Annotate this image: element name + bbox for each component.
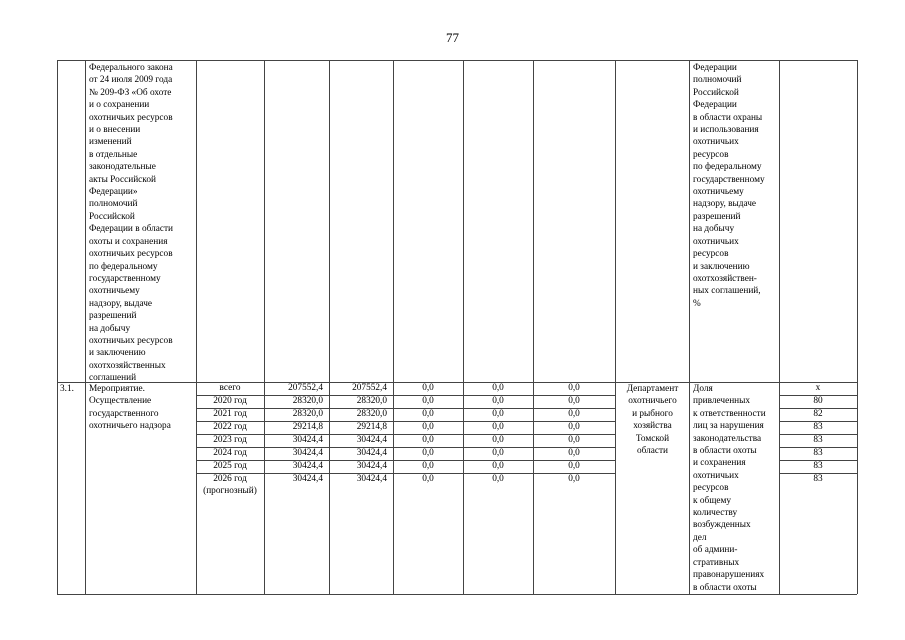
col-value: 0,0 [422,461,434,471]
col-line [393,60,394,594]
regional-value: 28320,0 [356,396,387,406]
year-label: 2020 год [213,396,247,406]
year-row [196,408,602,421]
year-row [196,447,602,460]
total-value: 28320,0 [292,409,323,419]
col-value: 0,0 [422,409,434,419]
indicator-name: Доля привлеченных к ответственности лиц за нарушения законодательства в области охоты и сохранения охотничьих ресурсов к общему количеству возбужденных дел об админи- стративных правонарушениях в области охоты [693,384,766,593]
col-value: 0,0 [492,461,504,471]
col-value: 0,0 [422,474,434,484]
total-value: 30424,4 [292,461,323,471]
col-line [615,60,616,594]
year-label: 2023 год [213,435,247,445]
col-line [57,60,58,594]
indicator-value: х [815,383,821,393]
col-value: 0,0 [422,422,434,432]
activity-name: Мероприятие. Осуществление государственного охотничьего надзора [89,384,171,432]
year-label: всего [219,383,241,393]
year-label: 2026 год (прогнозный) [203,474,257,497]
col-value: 0,0 [568,396,580,406]
budget-table [57,60,857,594]
year-row [196,382,602,395]
total-value: 207552,4 [288,383,323,393]
total-value: 30424,4 [292,474,323,484]
regional-value: 29214,8 [356,422,387,432]
total-value: 28320,0 [292,396,323,406]
indicator-value: 83 [813,435,823,445]
col-value: 0,0 [422,435,434,445]
col-value: 0,0 [568,448,580,458]
regional-value: 30424,4 [356,474,387,484]
col-value: 0,0 [492,435,504,445]
year-row [196,395,602,408]
year-row [196,421,602,434]
col-line [689,60,690,594]
total-value: 30424,4 [292,435,323,445]
year-label: 2021 год [213,409,247,419]
top-row-name-text: Федерального закона от 24 июля 2009 года № 209-ФЗ «Об охоте и о сохранении охотничьих ресурсов и о внесении изменений в отдельные законодательные акты Российской Федерации» полномочий Российской Федерации в области охоты и сохранения охотничьих ресурсов по федеральному государственному охотничьему надзору, выдаче разрешений на добычу охотничьих ресурсов и заключению охотхозяйственных соглашений [89,63,174,384]
col-value: 0,0 [422,383,434,393]
col-value: 0,0 [568,383,580,393]
year-label: 2024 год [213,448,247,458]
col-value: 0,0 [568,409,580,419]
indicator-value: 83 [813,461,823,471]
executor-name: Департамент охотничьего и рыбного хозяйства Томской области [626,384,679,457]
total-value: 30424,4 [292,448,323,458]
top-row-indicator-text: Федерации полномочий Российской Федерации в области охраны и использования охотничьих ресурсов по федеральному государственному охотничьему надзору, выдаче разрешений на добычу охотничьих ресурсов и заключению охотхозяйствен- ных соглашений, % [693,63,765,309]
indicator-value: 83 [813,422,823,432]
col-line [85,60,86,594]
col-value: 0,0 [492,409,504,419]
col-line [779,60,780,594]
col-line [463,60,464,594]
regional-value: 30424,4 [356,435,387,445]
row-line [57,594,857,595]
year-row [196,460,602,473]
indicator-value: 83 [813,474,823,484]
regional-value: 30424,4 [356,461,387,471]
total-value: 29214,8 [292,422,323,432]
col-line [329,60,330,594]
col-value: 0,0 [492,396,504,406]
year-label: 2022 год [213,422,247,432]
col-value: 0,0 [422,448,434,458]
row-number: 3.1. [60,384,74,394]
col-line [533,60,534,594]
col-line [264,60,265,594]
indicator-value: 82 [813,409,823,419]
col-value: 0,0 [568,422,580,432]
row-line [57,60,857,61]
regional-value: 207552,4 [352,383,387,393]
col-value: 0,0 [568,435,580,445]
year-row [196,434,602,447]
col-value: 0,0 [422,396,434,406]
col-line [857,60,858,594]
indicator-value: 83 [813,448,823,458]
col-value: 0,0 [568,461,580,471]
col-value: 0,0 [492,474,504,484]
col-line [196,60,197,594]
regional-value: 30424,4 [356,448,387,458]
col-value: 0,0 [568,474,580,484]
page-number: 77 [446,30,459,45]
col-value: 0,0 [492,422,504,432]
col-value: 0,0 [492,383,504,393]
regional-value: 28320,0 [356,409,387,419]
year-label: 2025 год [213,461,247,471]
col-value: 0,0 [492,448,504,458]
year-row [196,473,602,499]
indicator-value: 80 [813,396,823,406]
